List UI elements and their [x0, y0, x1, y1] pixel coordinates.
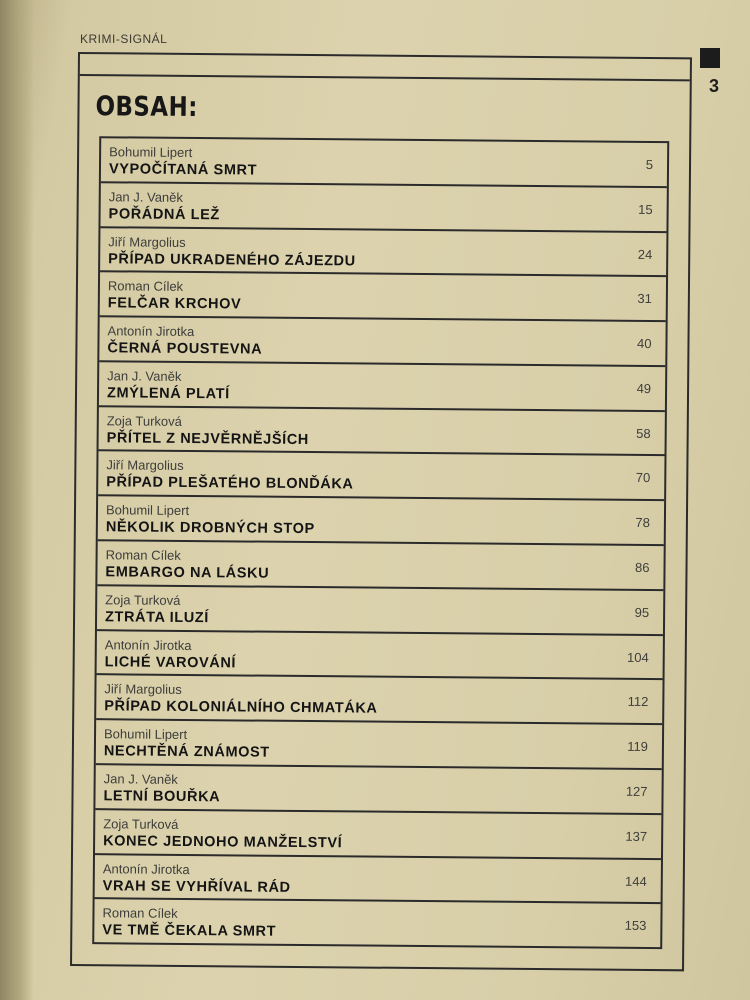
story-author: Roman Cílek	[107, 278, 184, 295]
toc-row	[99, 362, 665, 412]
page-marker-square	[700, 48, 720, 68]
story-author: Roman Cílek	[105, 547, 181, 563]
story-page-number: 24	[637, 246, 653, 262]
story-title: PŘÍPAD KOLONIÁLNÍHO CHMATÁKA	[104, 698, 378, 718]
toc-row	[97, 631, 663, 681]
toc-row	[100, 273, 666, 323]
toc-row	[96, 676, 662, 726]
story-title: EMBARGO NA LÁSKU	[105, 564, 270, 582]
toc-row	[94, 899, 660, 947]
story-title: VRAH SE VYHŘÍVAL RÁD	[102, 877, 291, 896]
toc-row	[96, 720, 662, 770]
toc-row	[97, 586, 663, 636]
toc-row	[95, 855, 661, 905]
page-number: 3	[709, 76, 720, 96]
story-page-number: 144	[625, 873, 647, 889]
story-author: Antonín Jirotka	[104, 636, 192, 653]
story-title: ZTRÁTA ILUZÍ	[105, 609, 209, 626]
story-title: KONEC JEDNOHO MANŽELSTVÍ	[103, 832, 343, 852]
story-page-number: 31	[637, 291, 652, 307]
story-title: VYPOČÍTANÁ SMRT	[108, 161, 258, 179]
story-page-number: 49	[636, 380, 652, 396]
story-author: Zoja Turková	[103, 815, 179, 832]
contents-table	[92, 136, 669, 949]
story-page-number: 104	[626, 649, 649, 665]
toc-row	[95, 765, 661, 815]
toc-row	[98, 496, 664, 546]
running-head: KRIMI-SIGNÁL	[80, 32, 168, 46]
story-page-number: 70	[635, 470, 651, 486]
story-title: FELČAR KRCHOV	[107, 295, 242, 313]
story-author: Jiří Margolius	[104, 681, 182, 698]
story-title: VE TMĚ ČEKALA SMRT	[102, 922, 277, 941]
story-author: Zoja Turková	[106, 412, 183, 429]
story-author: Zoja Turková	[105, 592, 181, 608]
story-title: LETNÍ BOUŘKA	[103, 788, 221, 806]
story-title: ZMÝLENÁ PLATÍ	[106, 385, 230, 403]
contents-heading: OBSAH:	[95, 91, 198, 124]
story-author: Bohumil Lipert	[105, 502, 190, 519]
story-page-number: 86	[634, 559, 650, 576]
story-title: ČERNÁ POUSTEVNA	[107, 340, 263, 358]
story-title: NECHTĚNÁ ZNÁMOST	[103, 743, 270, 761]
toc-row	[101, 138, 667, 188]
toc-row	[99, 407, 665, 457]
story-author: Jan J. Vaněk	[108, 189, 184, 205]
story-title: PŘÍPAD PLEŠATÉHO BLONĎÁKA	[106, 474, 354, 493]
story-page-number: 112	[627, 694, 649, 710]
story-author: Jan J. Vaněk	[103, 771, 178, 787]
toc-row	[97, 541, 663, 591]
toc-row	[98, 452, 664, 502]
story-title: NĚKOLIK DROBNÝCH STOP	[105, 519, 315, 538]
story-author: Bohumil Lipert	[109, 144, 193, 161]
story-author: Roman Cílek	[102, 905, 178, 922]
toc-row	[95, 810, 661, 860]
book-spine-shadow	[0, 0, 34, 1000]
story-title: PŘÍTEL Z NEJVĚRNĚJŠÍCH	[106, 429, 309, 448]
story-author: Jiří Margolius	[106, 457, 184, 474]
story-page-number: 127	[625, 783, 648, 799]
story-page-number: 153	[624, 918, 647, 934]
story-page-number: 95	[634, 604, 650, 620]
story-page-number: 78	[635, 515, 650, 531]
story-title: LICHÉ VAROVÁNÍ	[104, 653, 237, 671]
story-page-number: 15	[638, 201, 653, 217]
toc-row	[99, 317, 665, 367]
story-page-number: 5	[645, 156, 654, 173]
toc-row	[100, 183, 666, 233]
story-page-number: 137	[625, 828, 648, 844]
story-page-number: 119	[627, 738, 649, 755]
story-page-number: 58	[636, 425, 651, 441]
story-author: Jan J. Vaněk	[107, 368, 182, 384]
story-author: Bohumil Lipert	[103, 726, 188, 743]
story-author: Antonín Jirotka	[102, 860, 190, 877]
story-title: PŘÍPAD UKRADENÉHO ZÁJEZDU	[108, 250, 356, 269]
story-author: Antonín Jirotka	[107, 323, 195, 340]
story-author: Jiří Margolius	[108, 233, 186, 250]
story-title: POŘÁDNÁ LEŽ	[108, 206, 220, 224]
story-page-number: 40	[636, 336, 652, 352]
toc-row	[100, 228, 666, 278]
contents-frame	[70, 52, 692, 971]
frame-top-rule	[80, 74, 690, 81]
